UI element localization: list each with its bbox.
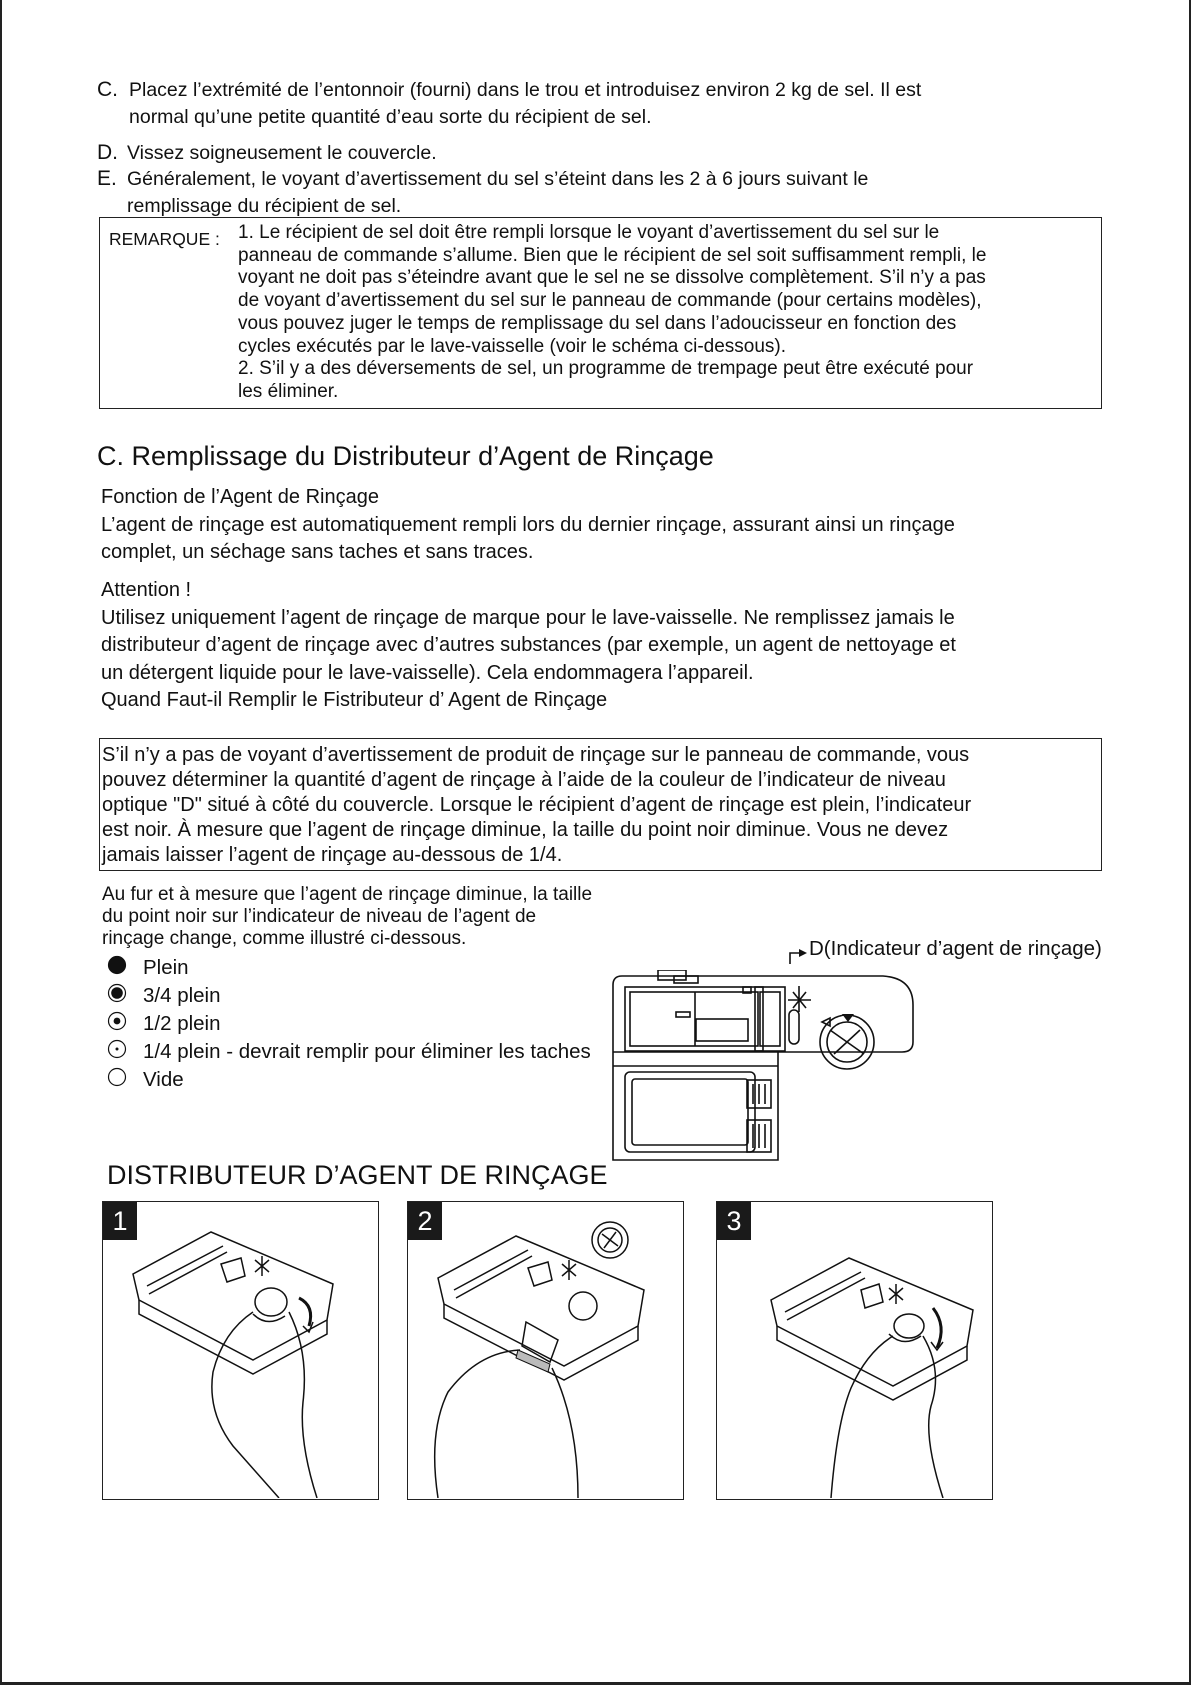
info-line: pouvez déterminer la quantité d’agent de rinçage à l’aide de la couleur de l’indicateur de niveau: [102, 769, 946, 791]
legend-item-empty: [107, 1066, 627, 1094]
close-cap-illustration: [717, 1202, 991, 1498]
note-line: les éliminer.: [238, 380, 339, 402]
level-full-icon: [107, 955, 143, 983]
info-line: optique "D" situé à côté du couvercle. Lorsque le récipient d’agent de rinçage est plein, l’indicateur: [102, 794, 972, 816]
panel-number: 1: [103, 1202, 137, 1240]
indicator-description: [102, 884, 662, 950]
attention-line: Utilisez uniquement l’agent de rinçage de marque pour le lave-vaisselle. Ne remplissez jamais le: [101, 606, 955, 629]
step-panel-1: [102, 1201, 379, 1500]
step-letter: C.: [97, 78, 118, 101]
note-line: de voyant d’avertissement du sel sur le panneau de commande (pour certains modèles),: [238, 290, 982, 312]
step-line: Placez l’extrémité de l’entonnoir (fourni) dans le trou et introduisez environ 2 kg de sel. Il est: [129, 79, 922, 101]
level-three-quarter-icon: [107, 983, 143, 1011]
legend-item-quarter: [107, 1038, 627, 1066]
level-empty-icon: [107, 1067, 143, 1095]
note-line: 1. Le récipient de sel doit être rempli lorsque le voyant d’avertissement du sel sur le: [238, 222, 940, 243]
step-letter: E.: [97, 167, 117, 190]
note-line: panneau de commande s’allume. Bien que le récipient de sel soit suffisamment rempli, le: [238, 244, 987, 266]
info-line: S’il n’y a pas de voyant d’avertissement de produit de rinçage sur le panneau de commande, vous: [102, 744, 970, 766]
step-line: Généralement, le voyant d’avertissement du sel s’éteint dans les 2 à 6 jours suivant le: [127, 168, 869, 190]
note-line: 2. S’il y a des déversements de sel, un programme de trempage peut être exécuté pour: [238, 358, 974, 380]
function-line: complet, un séchage sans taches et sans traces.: [101, 541, 534, 563]
page-border-left: [0, 0, 2, 1685]
open-cap-illustration: [103, 1202, 377, 1498]
step-line: normal qu’une petite quantité d’eau sorte du récipient de sel.: [129, 106, 652, 128]
info-line: est noir. À mesure que l’agent de rinçage diminue, la taille du point noir diminue. Vous ne devez: [102, 819, 949, 841]
step-c: [97, 76, 1097, 131]
legend-label: Vide: [143, 1068, 184, 1091]
note-line: vous pouvez juger le temps de remplissage du sel dans l’adoucisseur en fonction des: [238, 312, 957, 334]
panel-number: 2: [408, 1202, 442, 1240]
step-panel-3: [716, 1201, 993, 1500]
dispenser-indicator-label: D(Indicateur d’agent de rinçage): [809, 937, 1102, 960]
function-heading: Fonction de l’Agent de Rinçage: [101, 486, 379, 508]
figure-title: DISTRIBUTEUR D’AGENT DE RINÇAGE: [107, 1160, 608, 1190]
step-line: remplissage du récipient de sel.: [127, 195, 402, 217]
step-letter: D.: [97, 141, 118, 164]
desc-line: rinçage change, comme illustré ci-dessous.: [102, 928, 467, 949]
function-block: [101, 484, 1101, 567]
legend-item-three-quarter: [107, 982, 627, 1010]
desc-line: du point noir sur l’indicateur de niveau de l’agent de: [102, 906, 537, 927]
info-text: [102, 743, 1098, 868]
info-line: jamais laisser l’agent de rinçage au-dessous de 1/4.: [102, 844, 563, 866]
legend-label: Plein: [143, 956, 189, 979]
legend-item-full: [107, 954, 627, 982]
legend-label: 3/4 plein: [143, 984, 221, 1007]
step-line: Vissez soigneusement le couvercle.: [127, 142, 437, 164]
function-line: L’agent de rinçage est automatiquement rempli lors du dernier rinçage, assurant ainsi un rinçage: [101, 513, 955, 536]
note-label: REMARQUE :: [109, 229, 220, 249]
step-panel-2: [407, 1201, 684, 1500]
legend-label: 1/2 plein: [143, 1012, 221, 1035]
legend-label: 1/4 plein - devrait remplir pour éliminer les taches: [143, 1040, 591, 1063]
panel-number: 3: [717, 1202, 751, 1240]
dispenser-diagram: [610, 970, 915, 1163]
desc-line: Au fur et à mesure que l’agent de rinçage diminue, la taille: [102, 884, 593, 905]
step-e: [97, 165, 1097, 220]
attention-line: un détergent liquide pour le lave-vaisselle). Cela endommagera l’appareil.: [101, 661, 754, 684]
legend-item-half: [107, 1010, 627, 1038]
note-line: voyant ne doit pas s’éteindre avant que le sel ne se dissolve complètement. S’il n’y a pas: [238, 267, 986, 289]
step-d: [97, 139, 1097, 167]
attention-line: Quand Faut-il Remplir le Fistributeur d’ Agent de Rinçage: [101, 689, 608, 711]
level-legend: [107, 954, 627, 1094]
note-text: [238, 222, 1088, 404]
note-line: cycles exécutés par le lave-vaisselle (voir le schéma ci-dessous).: [238, 335, 787, 357]
attention-heading: Attention !: [101, 579, 192, 601]
level-half-icon: [107, 1011, 143, 1039]
attention-block: [101, 577, 1101, 715]
pointer-arrow-icon: [788, 944, 810, 964]
section-title: C. Remplissage du Distributeur d’Agent de Rinçage: [97, 441, 714, 471]
level-quarter-icon: [107, 1039, 143, 1067]
attention-line: distributeur d’agent de rinçage avec d’autres substances (par exemple, un agent de nettoyage et: [101, 634, 956, 656]
pour-rinse-aid-illustration: [408, 1202, 682, 1498]
